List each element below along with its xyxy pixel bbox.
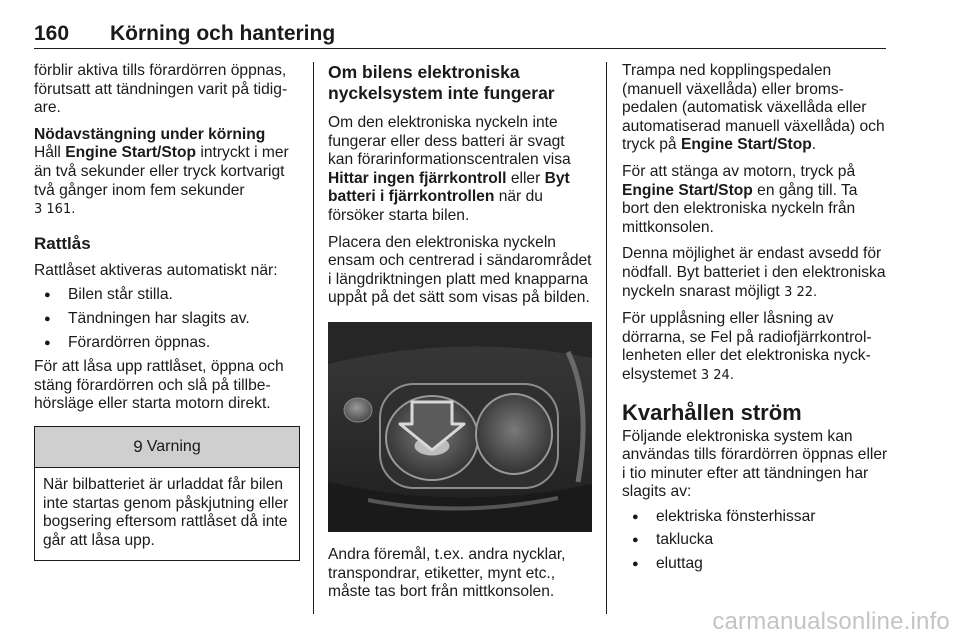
message-no-remote: Hittar ingen fjärrkontroll — [328, 169, 507, 187]
section-heading: Om bilens elektroniska nyckelsystem inte fungerar — [328, 62, 555, 103]
page-ref-link[interactable]: 3 24. — [700, 367, 734, 383]
column-divider — [606, 62, 607, 614]
watermark: carmanualsonline.info — [712, 608, 950, 635]
remove-objects-paragraph: Andra föremål, t.ex. andra nycklar, transpondrar, etiketter, mynt etc., måste tas bort från mittkonsolen. — [328, 545, 566, 601]
warning-triangle-icon: 9 — [133, 436, 143, 456]
unlock-reference-paragraph: För upplåsning eller låsning av dörrarna, se Fel på radiofjärrkontrollenheten eller det elektroniska nyckelsystemet 3 24. — [622, 310, 872, 383]
list-item: ● Bilen står stilla. — [34, 286, 300, 305]
retained-power-heading: Kvarhållen ström — [622, 399, 802, 425]
message-replace-battery: Byt batteri i fjärrkontrollen — [328, 169, 570, 206]
page-ref-link[interactable]: 3 22. — [784, 284, 818, 300]
engine-start-stop-label: Engine Start/Stop — [680, 136, 812, 154]
list-item: ● eluttag — [622, 555, 888, 574]
stop-paragraph: För att stänga av motorn, tryck på Engine Start/Stop en gång till. Ta bort den elektroniska nyckeln från mittkonsolen. — [622, 162, 858, 236]
page-header — [34, 8, 886, 52]
emergency-note-paragraph: Denna möjlighet är endast avsedd för nödfall. Byt batteriet i den elektroniska nyckeln snarast möjligt 3 22. — [622, 245, 886, 300]
list-item: ● Tändningen har slagits av. — [34, 310, 300, 329]
page-ref-link[interactable]: 3 161. — [34, 202, 76, 218]
retained-power-text: Följande elektroniska system kan användas tills förardörren öppnas eller i tio minuter efter att tändningen har slagits av: — [622, 427, 888, 501]
list-item: ● taklucka — [622, 531, 888, 550]
emergency-heading: Nödavstängning under körning — [34, 125, 266, 143]
column-divider — [313, 62, 314, 614]
column-right — [622, 62, 888, 580]
steering-lock-list — [34, 286, 300, 352]
header-rule — [34, 48, 886, 49]
engine-start-stop-label: Engine Start/Stop — [65, 144, 197, 162]
engine-start-stop-label: Engine Start/Stop — [622, 181, 753, 199]
page-number: 160 — [34, 22, 70, 45]
column-left — [34, 62, 300, 561]
retained-power-list — [622, 508, 888, 574]
column-middle — [328, 62, 592, 610]
steering-lock-heading: Rattlås — [34, 233, 91, 253]
placement-paragraph: Placera den elektroniska nyckeln ensam och centrerad i sändarområdet i längdriktningen platt med knapparna uppåt på det sätt som visas på bilden. — [328, 233, 592, 307]
list-item: ● Förardörren öppnas. — [34, 334, 300, 353]
warning-title: Varning — [146, 437, 201, 455]
unlock-paragraph: För att låsa upp rattlåset, öppna och stäng förardörren och slå på tillbehörsläge eller starta motorn direkt. — [34, 358, 284, 413]
intro-paragraph: förblir aktiva tills förardörren öppnas, förutsatt att tändningen varit på tidigare. — [34, 62, 288, 117]
warning-header — [35, 427, 299, 468]
list-item: ● elektriska fönsterhissar — [622, 508, 888, 527]
warning-text: När bilbatteriet är urladdat får bilen inte startas genom påskjutning eller bogsering eftersom rattlåset då inte går att låsa upp. — [43, 475, 289, 549]
key-placement-photo — [328, 322, 592, 532]
start-paragraph: Trampa ned kopplingspedalen (manuell växellåda) eller bromspedalen (automatisk växellåda eller automatiserad manuell växellåda) och tryck på Engine Start/Stop. — [622, 62, 885, 154]
key-not-working-paragraph: Om den elektroniska nyckeln inte fungerar eller dess batteri är svagt kan förarinformationscentralen visa Hittar ingen fjärrkontroll eller Byt batteri i fjärrkontrollen när du försöker starta bilen. — [328, 114, 571, 224]
steering-lock-intro: Rattlåset aktiveras automatiskt när: — [34, 261, 278, 279]
page-title: Körning och hantering — [110, 22, 336, 45]
emergency-paragraph: Håll Engine Start/Stop intryckt i mer än två sekunder eller tryck kortvarigt två gånger inom fem sekunder 3 161. — [34, 144, 289, 218]
warning-box — [34, 426, 300, 561]
